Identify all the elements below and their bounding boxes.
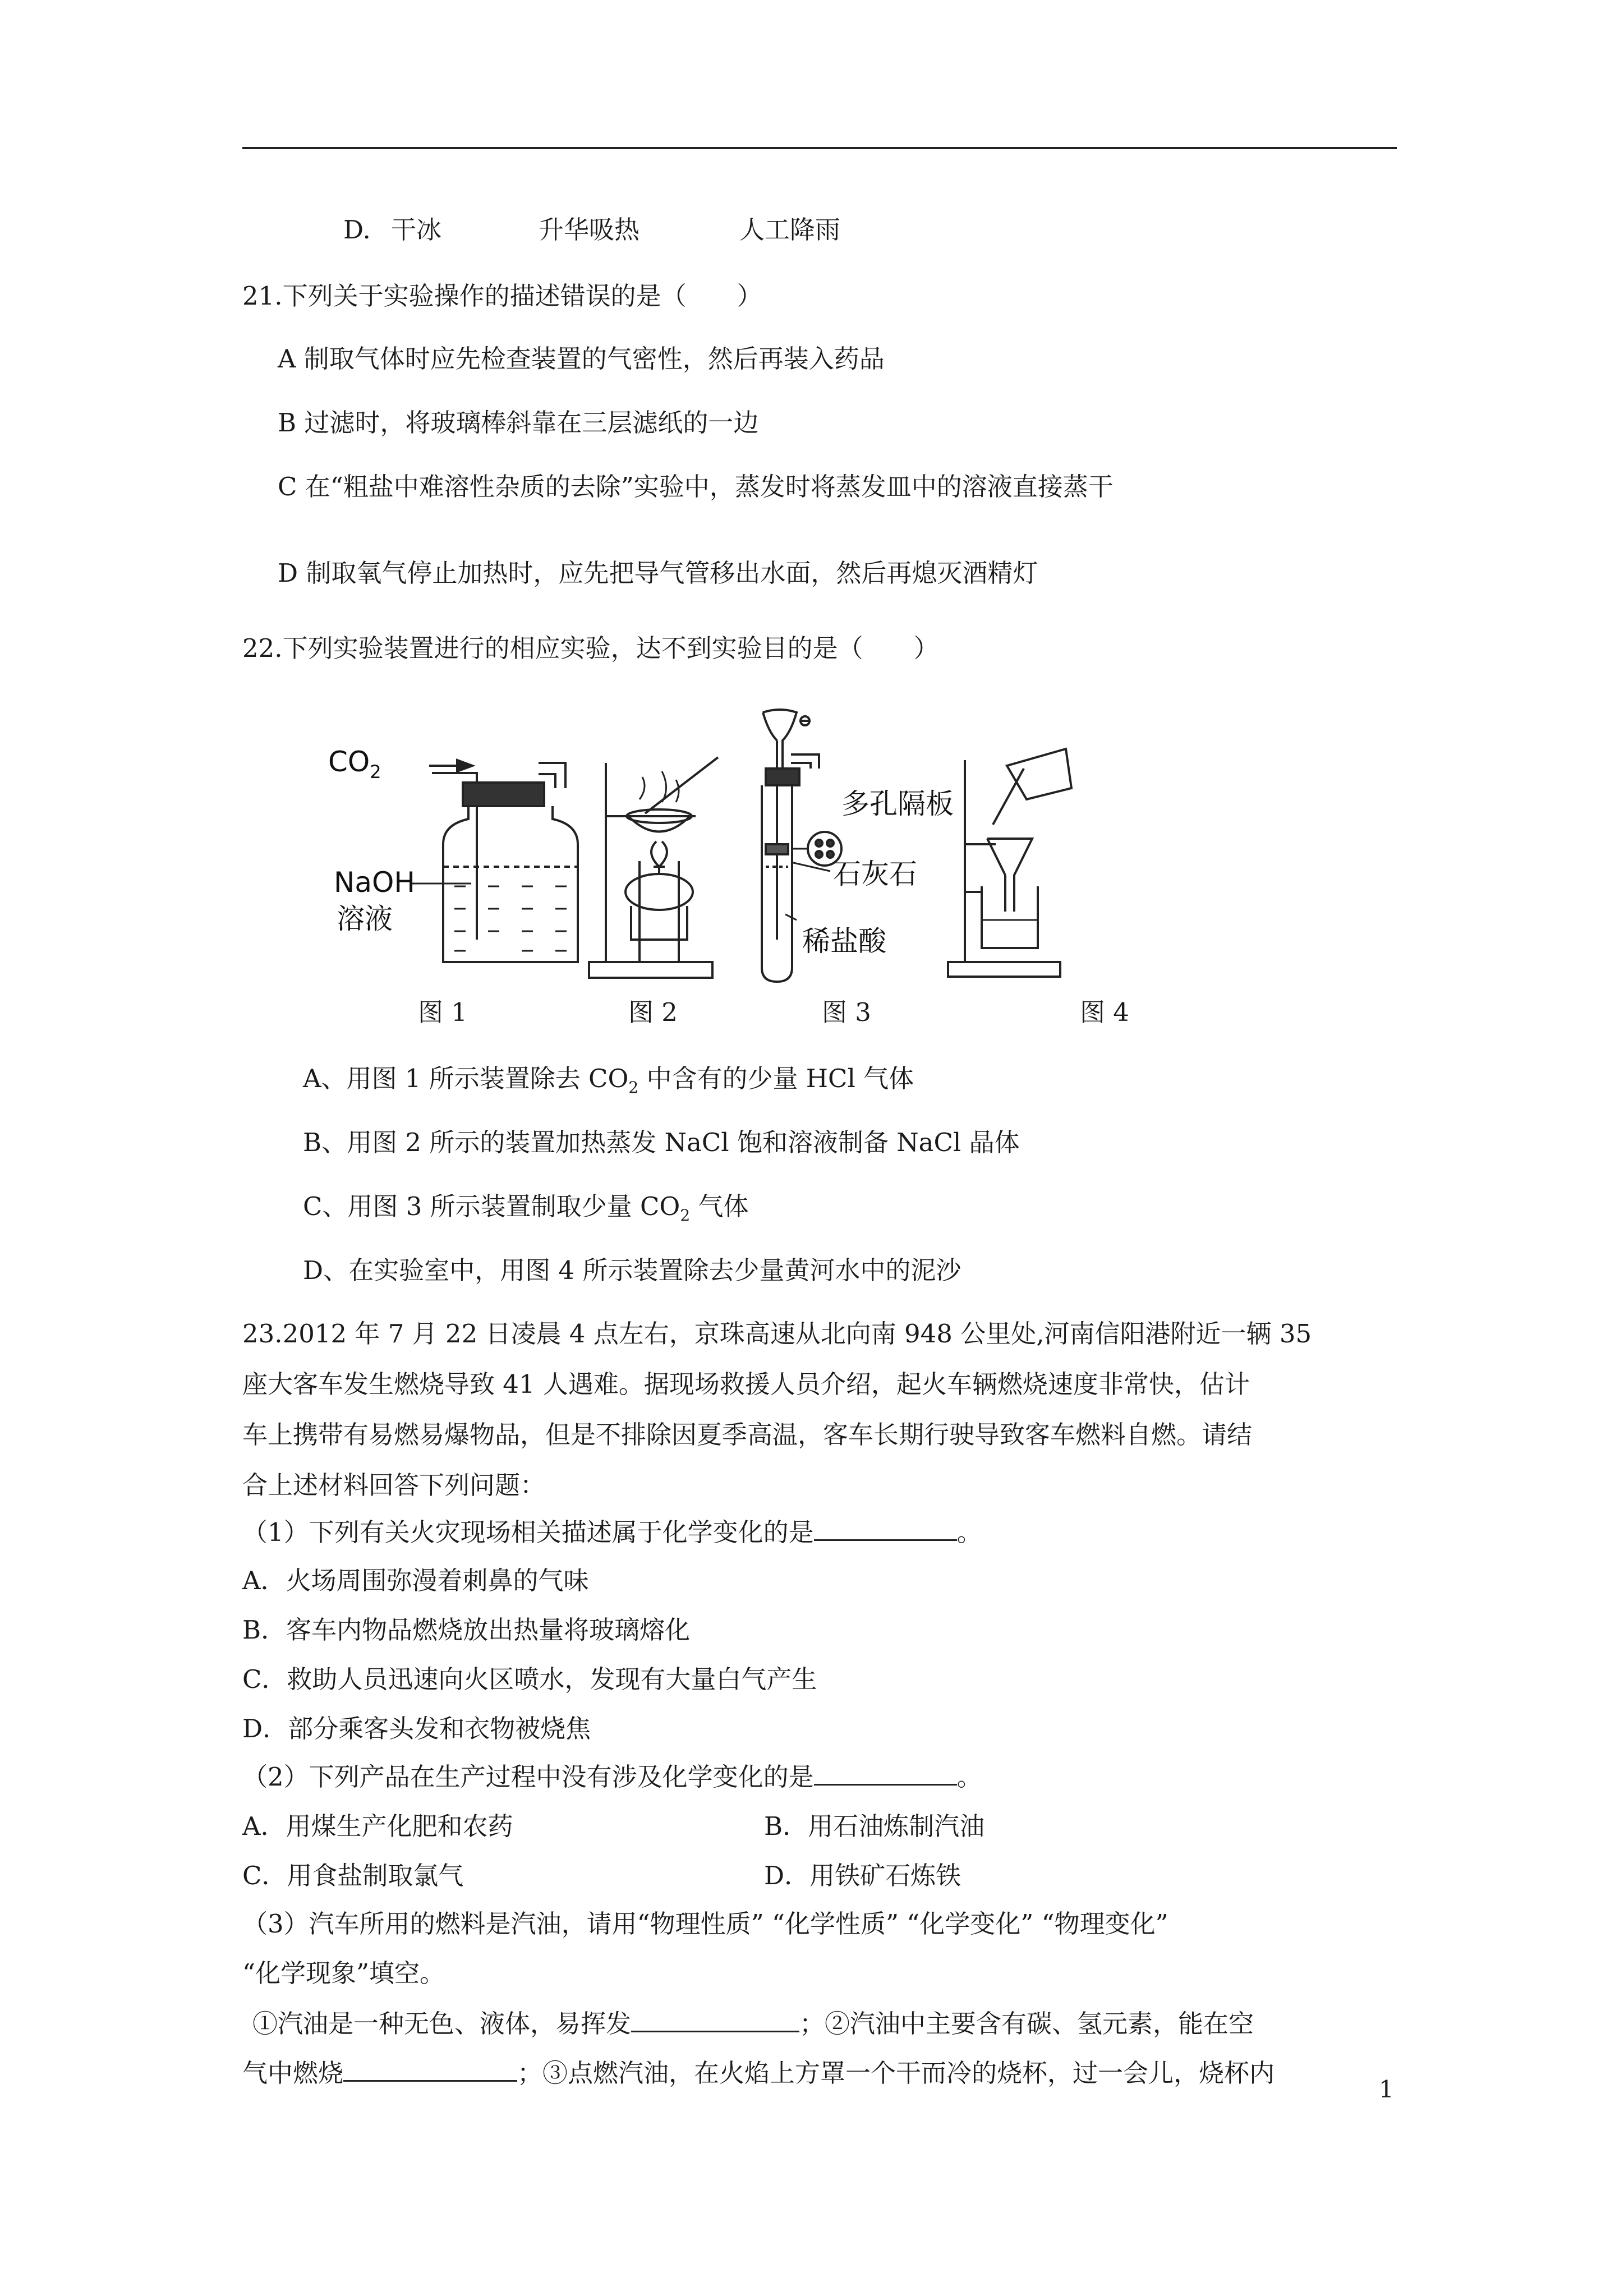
fig1-gas-sub: 2 [370, 761, 381, 783]
top-item-letter: D. [343, 215, 371, 245]
caption-fig4: 图 4 [1080, 997, 1129, 1027]
q21-option-c: C 在“粗盐中难溶性杂质的去除”实验中，蒸发时将蒸发皿中的溶液直接蒸干 [278, 472, 1114, 501]
q23-sub2-option-a: A．用煤生产化肥和农药 [242, 1811, 513, 1841]
q23-sub1-option-c: C．救助人员迅速向火区喷水，发现有大量白气产生 [242, 1664, 817, 1694]
answer-blank-3[interactable] [631, 2006, 799, 2032]
q23-sub3-line-3: ①汽油是一种无色、液体，易挥发 ；②汽油中主要含有碳、氢元素，能在空 [252, 2006, 1254, 2041]
q21-option-b: B 过滤时，将玻璃棒斜靠在三层滤纸的一边 [278, 408, 759, 438]
caption-fig2: 图 2 [628, 997, 678, 1027]
top-item-c3: 人工降雨 [739, 215, 841, 245]
caption-fig3: 图 3 [822, 997, 871, 1027]
fig3-plate-label: 多孔隔板 [841, 788, 954, 820]
q23-sub1-option-d: D．部分乘客头发和衣物被烧焦 [242, 1714, 591, 1743]
q23-sub1-option-b: B．客车内物品燃烧放出热量将玻璃熔化 [242, 1615, 691, 1645]
svg-text:CO2 [328, 746, 381, 783]
q23-para-4: 合上述材料回答下列问题： [242, 1470, 546, 1500]
apparatus-figure [325, 698, 1200, 990]
q23-sub3-line-4: 气中燃烧 ；③点燃汽油，在火焰上方罩一个干而冷的烧杯，过一会儿，烧杯内 [242, 2055, 1275, 2090]
q22-option-a: A、用图 1 所示装置除去 $CO_2$ 中含有的少量 HCl 气体 [303, 1064, 914, 1097]
answer-blank-2[interactable] [814, 1759, 957, 1786]
q23-sub1-option-a: A．火场周围弥漫着刺鼻的气味 [242, 1566, 589, 1595]
q21-stem: 21.下列关于实验操作的描述错误的是（ ） [242, 281, 762, 311]
q23-para-2: 座大客车发生燃烧导致 41 人遇难。据现场救援人员介绍，起火车辆燃烧速度非常快，估计 [242, 1369, 1250, 1399]
fig1-solution-label: NaOH [334, 866, 415, 899]
header-rule [242, 147, 1397, 149]
q23-sub2-option-b: B．用石油炼制汽油 [764, 1811, 985, 1841]
fig1-solution-label-2: 溶液 [337, 903, 393, 935]
q23-sub2-option-c: C．用食盐制取氯气 [242, 1861, 464, 1890]
fig2-evaporation [589, 757, 718, 978]
q21-option-d: D 制取氧气停止加热时，应先把导气管移出水面，然后再熄灭酒精灯 [278, 558, 1038, 588]
fig3-acid-label: 稀盐酸 [802, 925, 886, 958]
q22-option-b: B、用图 2 所示的装置加热蒸发 NaCl 饱和溶液制备 NaCl 晶体 [303, 1128, 1020, 1157]
caption-fig1: 图 1 [418, 997, 467, 1027]
q21-option-a: A 制取气体时应先检查装置的气密性，然后再装入药品 [278, 344, 885, 374]
q23-para-3: 车上携带有易燃易爆物品，但是不排除因夏季高温，客车长期行驶导致客车燃料自燃。请结 [242, 1420, 1253, 1450]
q22-stem: 22.下列实验装置进行的相应实验，达不到实验目的是（ ） [242, 633, 939, 663]
q23-sub3-line-2: “化学现象”填空。 [242, 1958, 445, 1988]
fig1-gas-bottle [412, 760, 578, 962]
q23-sub3-line-1: （3）汽车所用的燃料是汽油，请用“物理性质” “化学性质” “化学变化” “物理变化” [242, 1909, 1168, 1939]
top-item-c1: 干冰 [391, 215, 442, 245]
page-number: 1 [1379, 2076, 1394, 2103]
q23-para-1: 23.2012 年 7 月 22 日凌晨 4 点左右，京珠高速从北向南 948 公里处,河南信阳港附近一辆 35 [242, 1319, 1312, 1349]
q22-option-d: D、在实验室中，用图 4 所示装置除去少量黄河水中的泥沙 [303, 1255, 961, 1285]
answer-blank-1[interactable] [814, 1515, 957, 1541]
q23-sub2-option-d: D．用铁矿石炼铁 [764, 1861, 961, 1890]
top-item-c2: 升华吸热 [539, 215, 640, 245]
fig4-filtration [948, 749, 1071, 977]
answer-blank-4[interactable] [343, 2055, 517, 2082]
q22-option-c: C、用图 3 所示装置制取少量 $CO_2$ 气体 [303, 1191, 749, 1225]
q23-sub1: （1）下列有关火灾现场相关描述属于化学变化的是 。 [242, 1515, 982, 1549]
q23-sub2: （2）下列产品在生产过程中没有涉及化学变化的是 。 [242, 1759, 982, 1794]
fig1-gas-label: CO [328, 746, 370, 778]
fig3-stone-label: 石灰石 [833, 858, 917, 890]
